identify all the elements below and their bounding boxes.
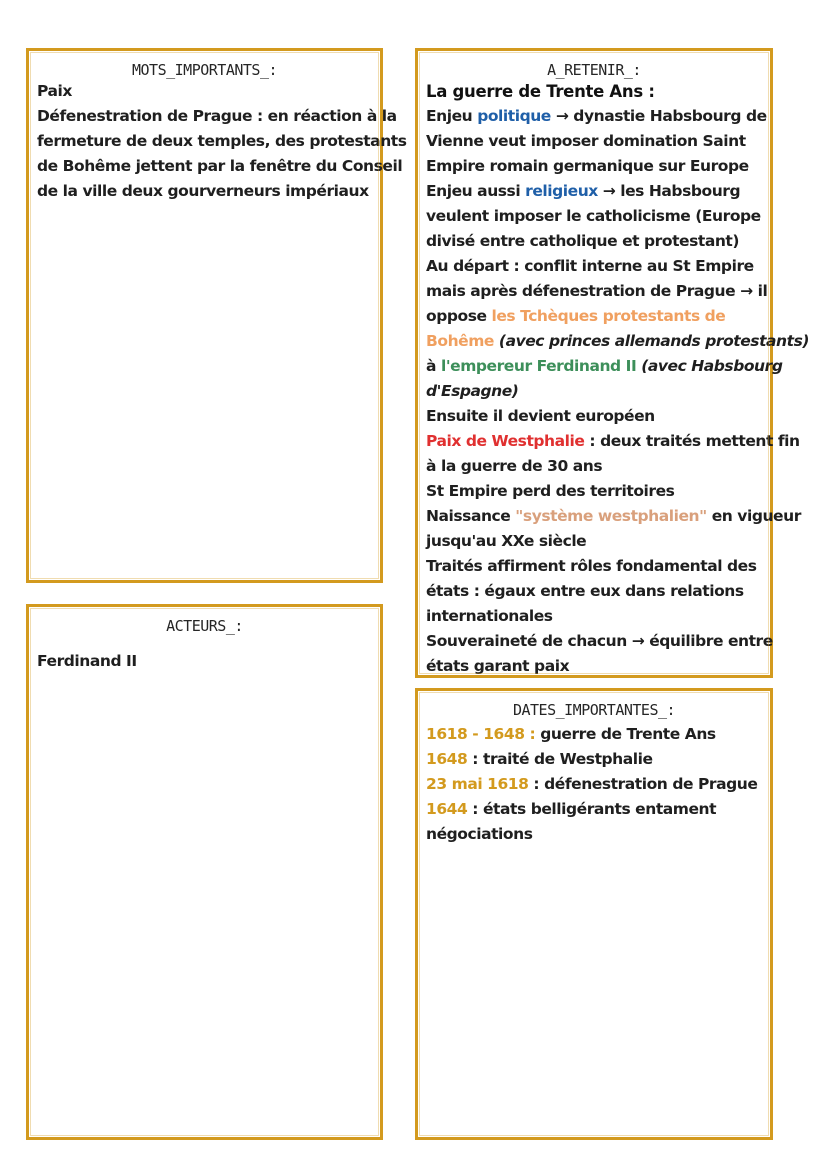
text: Enjeu aussi [426,182,526,200]
retenir-line: d'Espagne) [426,382,519,400]
retenir-line: mais après défenestration de Prague → il [426,282,768,300]
mots-line: de Bohême jettent par la fenêtre du Conseil [37,157,403,175]
retenir-line: états : égaux entre eux dans relations [426,582,744,600]
highlight-boheme: Bohême [426,332,494,350]
retenir-line: Traités affirment rôles fondamental des [426,557,757,575]
mots-importants-heading: MOTS_IMPORTANTS_: [131,61,278,79]
acteur-item: Ferdinand II [37,652,137,670]
text-italic: (avec Habsbourg [636,357,783,375]
highlight-tcheques: les Tchèques protestants de [491,307,726,325]
text: en vigueur [706,507,801,525]
mots-importants-body [29,79,407,204]
retenir-line: états garant paix [426,657,570,675]
highlight-systeme: "système westphalien" [515,507,707,525]
a-retenir-panel [415,48,810,678]
dates-importantes-heading: DATES_IMPORTANTES_: [512,701,676,719]
date-text: : traité de Westphalie [467,750,653,768]
retenir-line: divisé entre catholique et protestant) [426,232,740,250]
highlight-politique: politique [477,107,551,125]
a-retenir-heading: A_RETENIR_: [547,61,641,79]
date-text: : défenestration de Prague [528,775,758,793]
text: → les Habsbourg [597,182,741,200]
date-text: guerre de Trente Ans [535,725,716,743]
text: oppose [426,307,492,325]
date-value: 23 mai 1618 [426,775,529,793]
text: Naissance [426,507,516,525]
dates-importantes-body [418,722,770,847]
date-item [426,722,762,747]
retenir-line: jusqu'au XXe siècle [426,532,587,550]
acteurs-heading: ACTEURS_: [166,617,243,635]
retenir-line [426,104,767,129]
mots-importants-panel [26,48,407,583]
date-text: : états belligérants entament [467,800,717,818]
date-value: 1644 [426,800,468,818]
retenir-line: veulent imposer le catholicisme (Europe [426,207,761,225]
highlight-westphalie: Paix de Westphalie [426,432,585,450]
retenir-line [426,354,783,379]
retenir-line: Vienne veut imposer domination Saint [426,132,746,150]
text: à [426,357,441,375]
a-retenir-title: La guerre de Trente Ans : [426,82,655,101]
retenir-line [426,304,762,329]
retenir-line: Empire romain germanique sur Europe [426,157,749,175]
retenir-line [426,429,800,454]
mots-line: fermeture de deux temples, des protestants [37,132,407,150]
date-value: 1648 [426,750,468,768]
retenir-line: internationales [426,607,553,625]
retenir-line: St Empire perd des territoires [426,482,675,500]
mots-line: Paix [37,82,72,100]
date-value: 1618 - 1648 : [426,725,536,743]
text: → dynastie Habsbourg de [550,107,767,125]
highlight-religieux: religieux [525,182,598,200]
retenir-line: à la guerre de 30 ans [426,457,603,475]
retenir-line [426,504,801,529]
a-retenir-body [418,79,810,679]
highlight-ferdinand: l'empereur Ferdinand II [440,357,637,375]
mots-line: Défenestration de Prague : en réaction à la [37,107,397,125]
date-item [426,797,762,822]
retenir-line: Ensuite il devient européen [426,407,655,425]
dates-importantes-panel [415,688,773,1140]
text-italic: (avec princes allemands protestants) [493,332,810,350]
date-item-continuation: négociations [426,825,533,843]
retenir-line [426,329,810,354]
date-item [426,772,762,797]
acteurs-panel [26,604,383,1140]
retenir-line: Souveraineté de chacun → équilibre entre [426,632,773,650]
retenir-line: Au départ : conflit interne au St Empire [426,257,754,275]
mots-line: de la ville deux gourverneurs impériaux [37,182,369,200]
acteurs-body [29,649,380,674]
date-item [426,747,762,772]
text: : deux traités mettent fin [584,432,800,450]
retenir-line [426,179,762,204]
text: Enjeu [426,107,478,125]
